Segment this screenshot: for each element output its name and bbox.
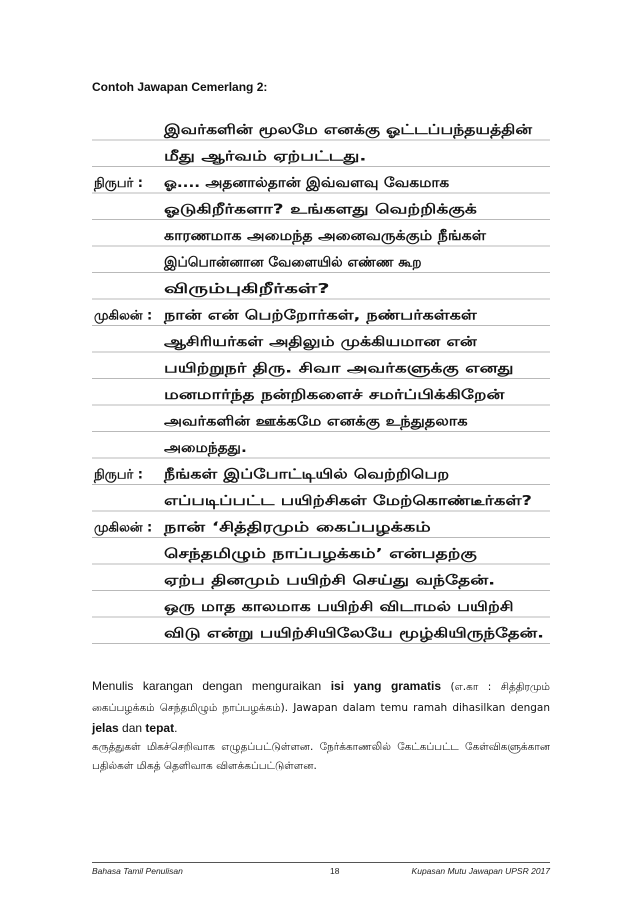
handwritten-line: விரும்புகிறீர்கள்?	[164, 281, 330, 297]
handwritten-line: ஓடுகிறீர்களா? உங்களது வெற்றிக்குக்	[164, 201, 390, 218]
para1-text-4: .	[174, 721, 178, 735]
handwritten-line: அமைந்தது.	[164, 440, 237, 456]
para1-text-1: Menulis karangan dengan menguraikan	[92, 679, 331, 693]
handwritten-line: ஓ.... அதனால்தான் இவ்வளவு வேகமாக	[164, 175, 416, 191]
footer-left: Bahasa Tamil Penulisan	[92, 866, 183, 876]
comment-paragraph-2: கருத்துகள் மிகச்செறிவாக எழுதப்பட்டுள்ளன. நேர்க்காணலில் கேட்கப்பட்ட கேள்விகளுக்கான பதில்கள் மிகத் தெளிவாக விளக்கப்பட்டுள்ளன.	[92, 741, 550, 772]
handwritten-line: விடு என்று பயிற்சியிலேயே மூழ்கியிருந்தேன்.	[164, 625, 449, 642]
handwritten-speaker: நிருபர் :	[94, 467, 144, 483]
handwritten-line: மனமார்ந்த நன்றிகளைச் சமர்ப்பிக்கிறேன்	[164, 387, 414, 403]
para1-bold-3: tepat	[145, 721, 175, 735]
handwritten-line: நான் ‘சித்திரமும் கைப்பழக்கம்	[164, 519, 352, 536]
page-title: Contoh Jawapan Cemerlang 2:	[92, 80, 268, 94]
handwritten-line: ஒரு மாத காலமாக பயிற்சி விடாமல் பயிற்சி	[164, 599, 435, 615]
handwritten-speaker: முகிலன் :	[94, 520, 153, 536]
handwritten-line: எப்படிப்பட்ட பயிற்சிகள் மேற்கொண்டீர்கள்?	[164, 493, 532, 509]
para1-text-2: (எ.கா : சித்திரமும் கைப்பழக்கம் செந்தமிழும் நாப்பழக்கம்). Jawapan dalam temu ramah dihasilkan dengan	[92, 681, 550, 714]
handwritten-line: ஆசிரியர்கள் அதிலும் முக்கியமான என்	[164, 334, 407, 350]
footer-right: Kupasan Mutu Jawapan UPSR 2017	[411, 866, 550, 876]
para1-bold-1: isi yang gramatis	[330, 679, 441, 693]
handwritten-line: செந்தமிழும் நாப்பழக்கம்’ என்பதற்கு	[164, 546, 391, 562]
para1-text-3: dan	[118, 721, 146, 735]
handwritten-line: ஏற்ப தினமும் பயிற்சி செய்து வந்தேன்.	[164, 572, 406, 589]
handwritten-line: பயிற்றுநர் திரு. சிவா அவர்களுக்கு எனது	[164, 360, 420, 377]
para1-bold-2: jelas	[92, 721, 119, 735]
handwritten-speaker: நிருபர் :	[94, 176, 144, 191]
handwritten-line: இவர்களின் மூலமே எனக்கு ஓட்டப்பந்தயத்தின்	[164, 122, 454, 138]
handwritten-line: காரணமாக அமைந்த அனைவருக்கும் நீங்கள்	[164, 228, 440, 244]
handwritten-speaker: முகிலன் :	[94, 308, 153, 324]
handwritten-line: மீது ஆர்வம் ஏற்பட்டது.	[164, 148, 367, 165]
footer-page-number: 18	[330, 866, 340, 876]
footer-divider	[92, 862, 550, 863]
handwritten-line: நீங்கள் இப்போட்டியில் வெற்றிபெற	[164, 466, 386, 483]
handwritten-line: நான் என் பெற்றோர்கள், நண்பர்கள்கள்	[164, 307, 404, 324]
handwritten-line: அவர்களின் ஊக்கமே எனக்கு உந்துதலாக	[164, 413, 417, 430]
handwritten-answer-image	[92, 112, 550, 647]
handwritten-line: இப்பொன்னான வேளையில் எண்ண கூற	[162, 254, 422, 271]
comment-paragraph-1	[92, 676, 550, 738]
